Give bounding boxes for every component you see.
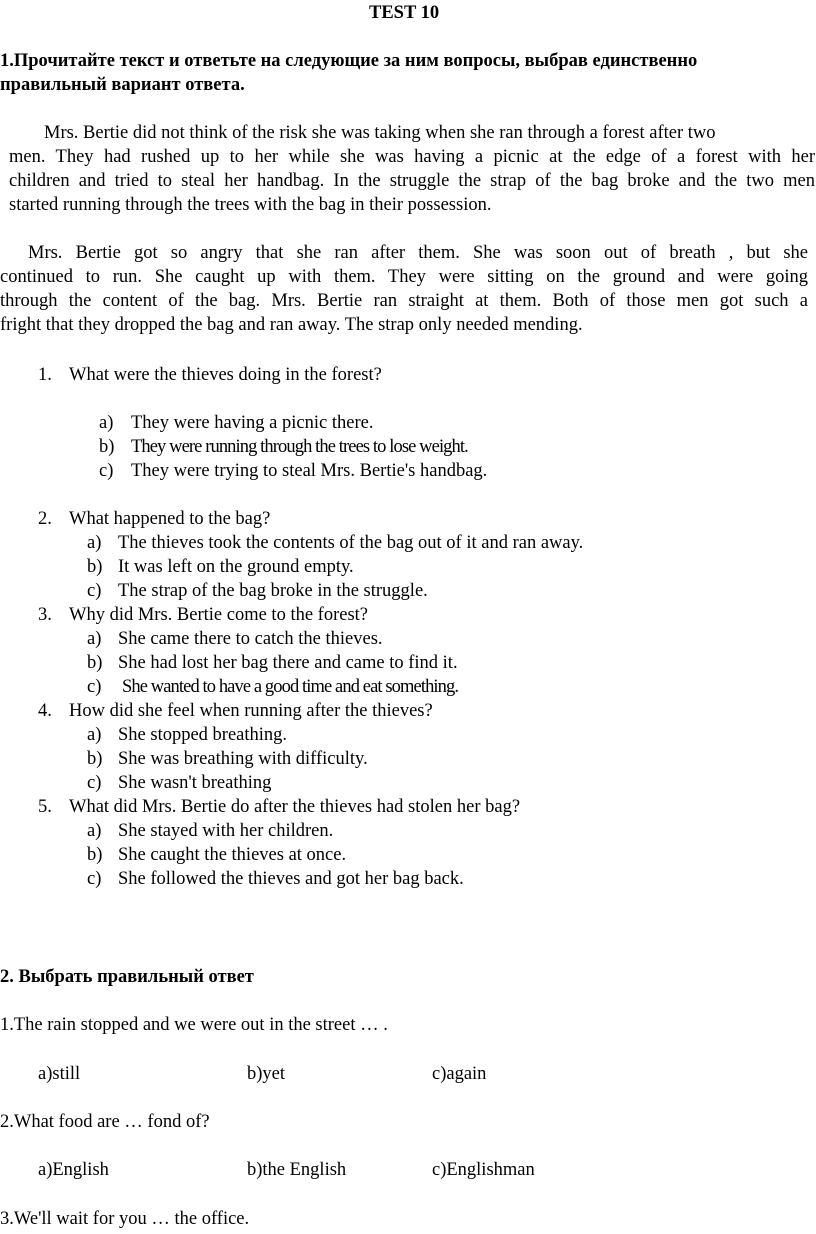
option-text: It was left on the ground empty. — [118, 557, 354, 577]
question-text: Why did Mrs. Bertie come to the forest? — [69, 605, 368, 625]
option-letter: b) — [87, 845, 103, 865]
option-text: She had lost her bag there and came to find it. — [118, 653, 458, 673]
answer-option: c)again — [432, 1064, 487, 1084]
option-text: She wasn't breathing — [118, 773, 272, 793]
option-letter: b) — [87, 749, 103, 769]
option-text: They were running through the trees to lose weight. — [131, 437, 468, 457]
option-text: She wanted to have a good time and eat something. — [122, 677, 459, 697]
question-number: 4. — [38, 701, 52, 721]
answer-option: b)the English — [247, 1160, 347, 1180]
answer-option: c)Englishman — [432, 1160, 535, 1180]
option-text: She caught the thieves at once. — [118, 845, 347, 865]
question-text: What did Mrs. Bertie do after the thieves had stolen her bag? — [69, 797, 521, 817]
paragraph2-line: Mrs. Bertie got so angry that she ran after them. She was soon out of breath , but she — [28, 243, 808, 263]
option-letter: a) — [87, 821, 102, 841]
option-letter: a) — [87, 725, 102, 745]
answer-option: a)English — [38, 1160, 109, 1180]
question-number: 2. — [38, 509, 52, 529]
option-text: She stopped breathing. — [118, 725, 288, 745]
option-text: They were trying to steal Mrs. Bertie's handbag. — [131, 461, 488, 481]
question-text: What were the thieves doing in the forest? — [69, 365, 382, 385]
question-text: How did she feel when running after the thieves? — [69, 701, 433, 721]
paragraph1-line: children and tried to steal her handbag. In the struggle the strap of the bag broke and the two men — [9, 171, 815, 191]
paragraph1-line: started running through the trees with the bag in their possession. — [9, 195, 492, 215]
paragraph1-line: men. They had rushed up to her while she was having a picnic at the edge of a forest with her — [9, 147, 815, 167]
option-letter: a) — [87, 533, 102, 553]
option-text: The strap of the bag broke in the struggle. — [118, 581, 428, 601]
section1-heading-cont: правильный вариант ответа. — [0, 75, 245, 95]
option-letter: a) — [87, 629, 102, 649]
exercise-item: 1.The rain stopped and we were out in the street … . — [0, 1015, 388, 1035]
option-text: She was breathing with difficulty. — [118, 749, 368, 769]
question-number: 5. — [38, 797, 52, 817]
option-text: They were having a picnic there. — [131, 413, 374, 433]
option-text: She stayed with her children. — [118, 821, 334, 841]
page-title: TEST 10 — [369, 3, 440, 23]
answer-option: b)yet — [247, 1064, 286, 1084]
question-number: 3. — [38, 605, 52, 625]
option-letter: c) — [87, 677, 102, 697]
option-text: She followed the thieves and got her bag back. — [118, 869, 464, 889]
exercise-item: 2.What food are … fond of? — [0, 1112, 210, 1132]
exercise-item: 3.We'll wait for you … the office. — [0, 1209, 250, 1229]
section2-heading: 2. Выбрать правильный ответ — [0, 967, 254, 987]
answer-option: a)still — [38, 1064, 81, 1084]
option-letter: c) — [87, 773, 102, 793]
option-letter: b) — [99, 437, 115, 457]
option-letter: b) — [87, 557, 103, 577]
paragraph2-line: continued to run. She caught up with them. They were sitting on the ground and were going — [0, 267, 808, 287]
option-text: She came there to catch the thieves. — [118, 629, 383, 649]
paragraph2-line: through the content of the bag. Mrs. Bertie ran straight at them. Both of those men got such a — [0, 291, 808, 311]
option-letter: a) — [99, 413, 114, 433]
section1-heading: 1.Прочитайте текст и ответьте на следующие за ним вопросы, выбрав единственно — [0, 51, 698, 71]
question-number: 1. — [38, 365, 52, 385]
option-letter: c) — [87, 581, 102, 601]
option-letter: b) — [87, 653, 103, 673]
paragraph2-line: fright that they dropped the bag and ran away. The strap only needed mending. — [0, 315, 583, 335]
question-text: What happened to the bag? — [69, 509, 271, 529]
option-letter: c) — [87, 869, 102, 889]
paragraph1-line: Mrs. Bertie did not think of the risk she was taking when she ran through a forest after two — [44, 123, 716, 143]
option-text: The thieves took the contents of the bag out of it and ran away. — [118, 533, 584, 553]
option-letter: c) — [99, 461, 114, 481]
